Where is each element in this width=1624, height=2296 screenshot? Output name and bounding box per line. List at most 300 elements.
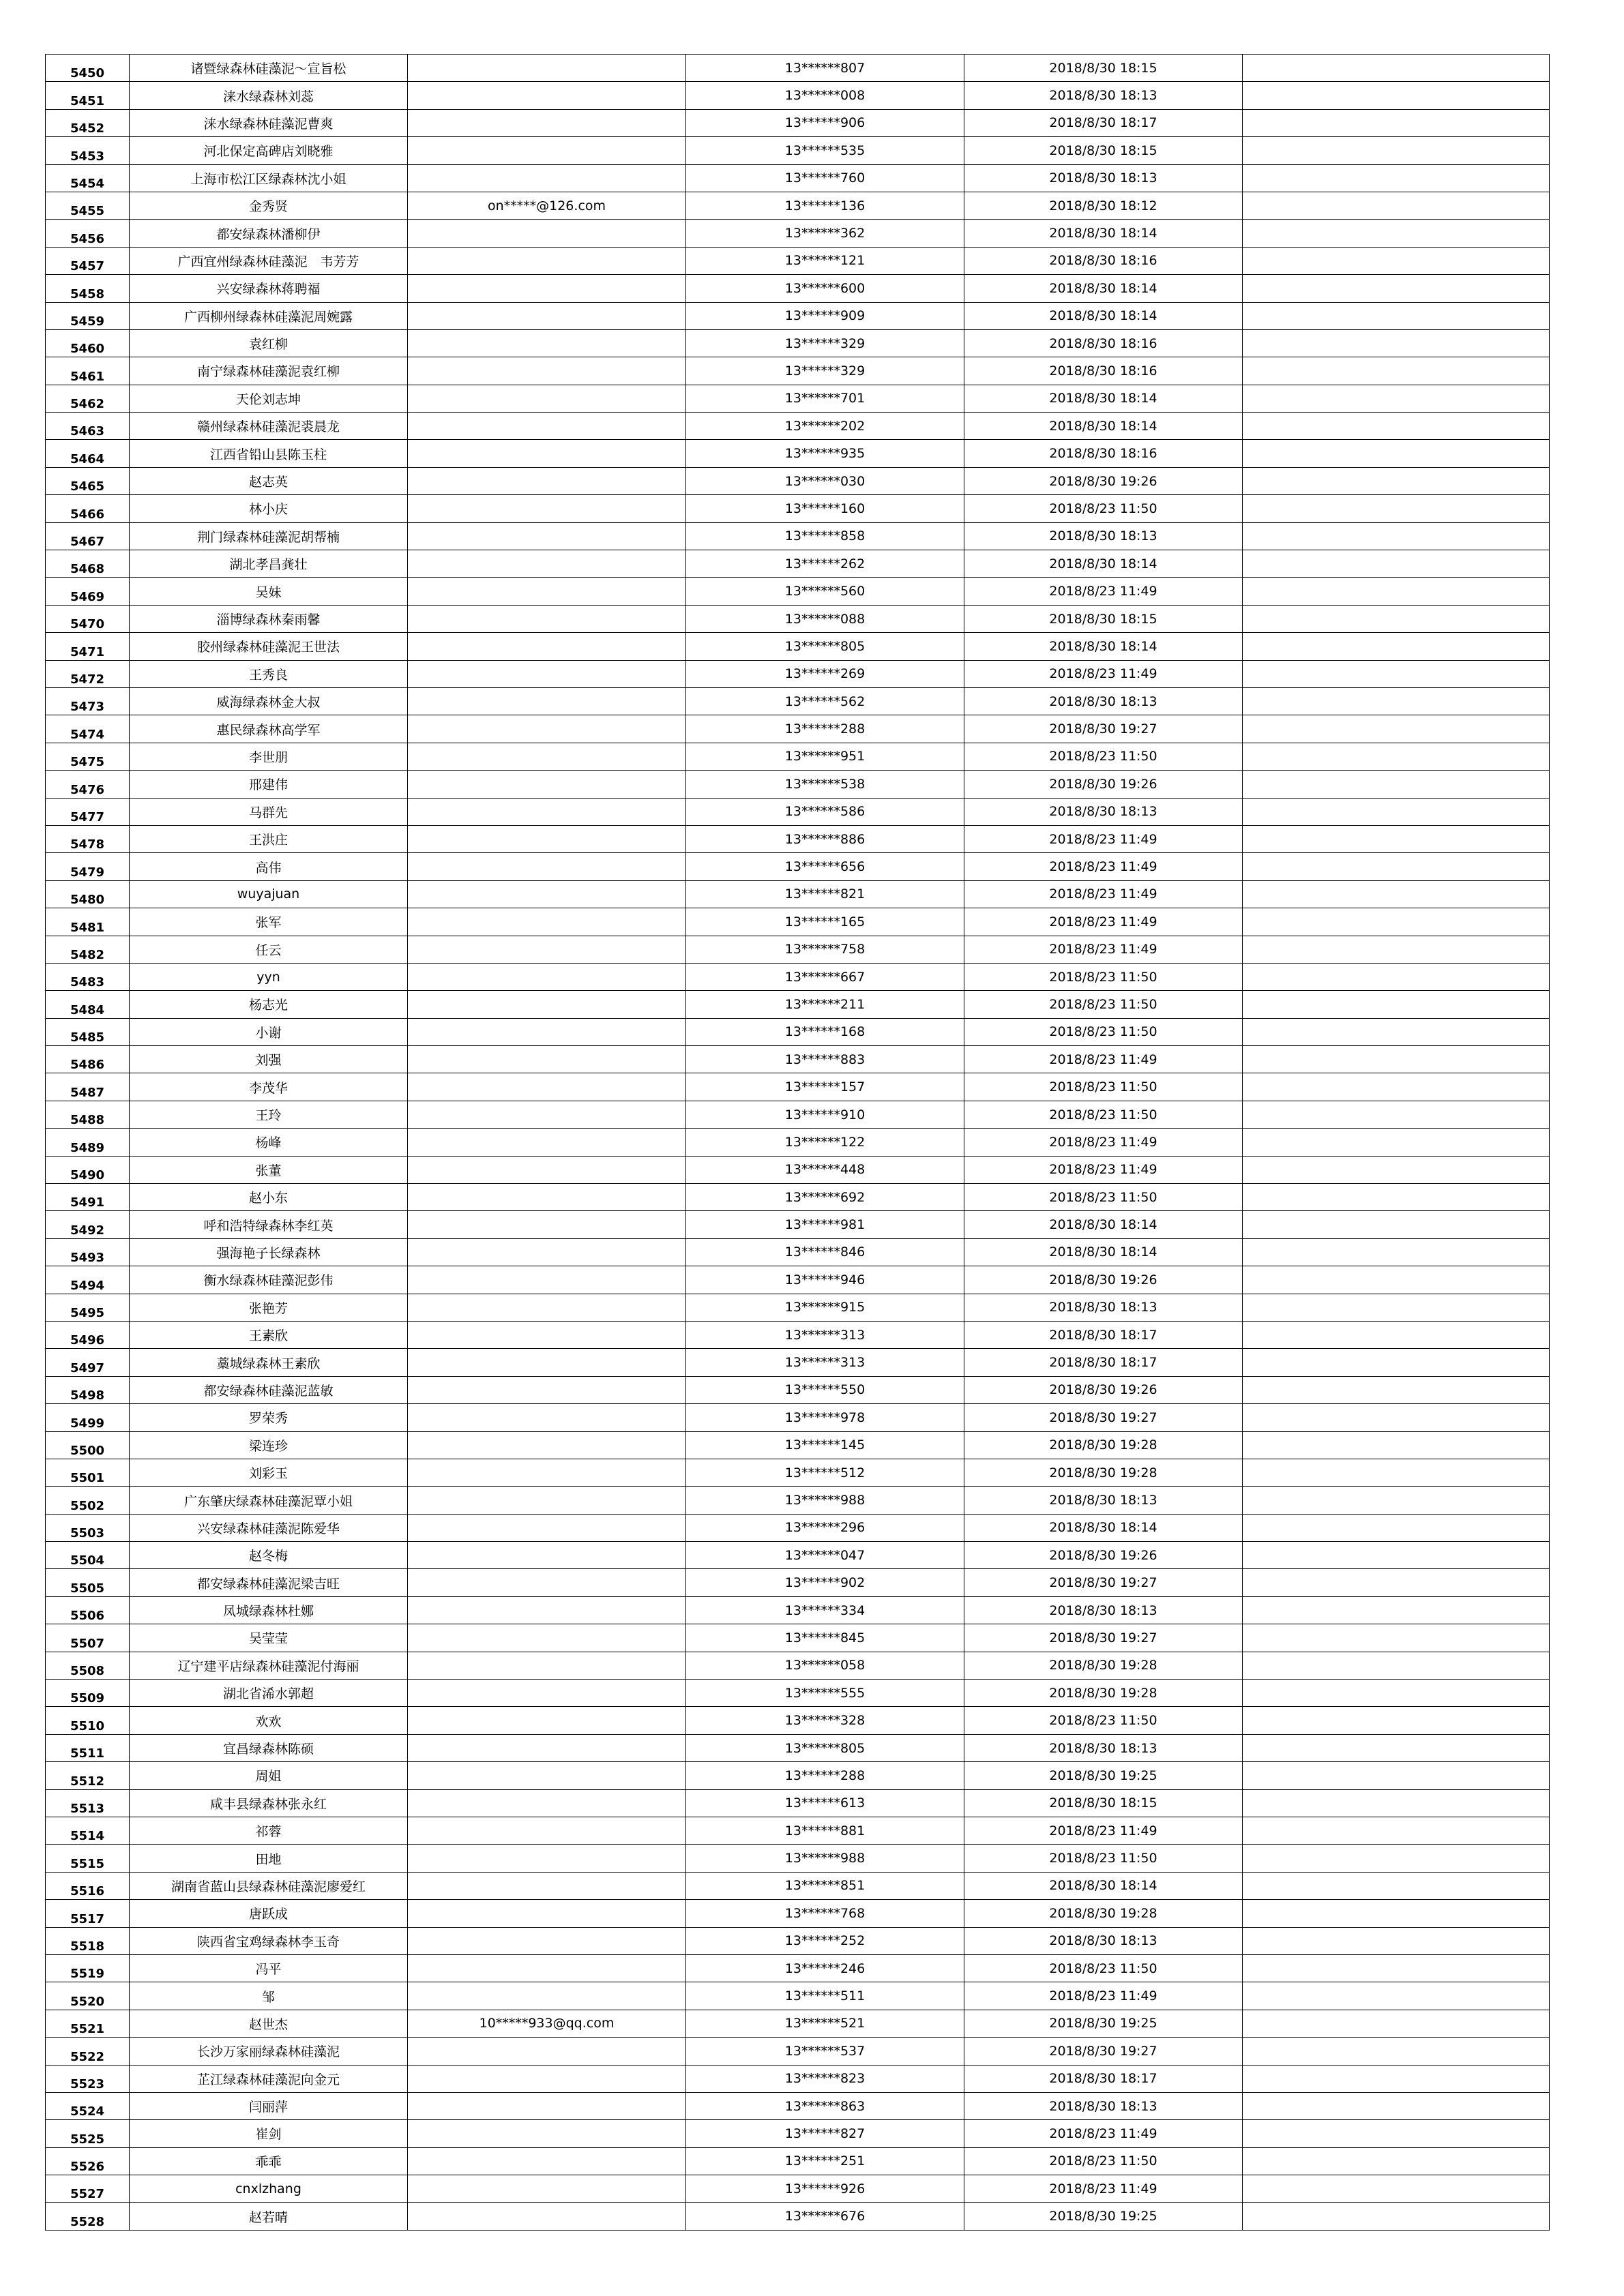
notes-cell — [1243, 413, 1550, 440]
name-cell: 河北保定高碑店刘晓雅 — [130, 137, 408, 164]
row-number: 5495 — [46, 1294, 130, 1321]
table-row — [46, 1542, 1550, 1569]
notes-cell — [1243, 1624, 1550, 1652]
email-cell — [408, 550, 686, 578]
name-cell: 长沙万家丽绿森林硅藻泥 — [130, 2038, 408, 2065]
name-cell: 小谢 — [130, 1018, 408, 1045]
name-cell: 惠民绿森林高学军 — [130, 715, 408, 743]
name-cell: 林小庆 — [130, 495, 408, 522]
email-cell: 10*****933@qq.com — [408, 2010, 686, 2037]
notes-cell — [1243, 1238, 1550, 1266]
name-cell: 涞水绿森林硅藻泥曹爽 — [130, 109, 408, 136]
notes-cell — [1243, 743, 1550, 770]
row-number: 5466 — [46, 495, 130, 522]
name-cell: 都安绿森林硅藻泥梁吉旺 — [130, 1569, 408, 1596]
timestamp-cell: 2018/8/30 18:16 — [964, 357, 1243, 385]
table-row — [46, 936, 1550, 963]
table-row — [46, 1294, 1550, 1321]
table-row — [46, 1569, 1550, 1596]
email-cell — [408, 1238, 686, 1266]
phone-cell: 13******122 — [686, 1129, 964, 1156]
table-row — [46, 275, 1550, 302]
timestamp-cell: 2018/8/23 11:50 — [964, 1707, 1243, 1734]
phone-cell: 13******883 — [686, 1046, 964, 1073]
email-cell — [408, 1487, 686, 1514]
phone-cell: 13******981 — [686, 1211, 964, 1238]
row-number: 5475 — [46, 743, 130, 770]
email-cell — [408, 2065, 686, 2092]
phone-cell: 13******845 — [686, 1624, 964, 1652]
row-number: 5500 — [46, 1431, 130, 1459]
notes-cell — [1243, 495, 1550, 522]
name-cell: 兴安绿森林蒋聘福 — [130, 275, 408, 302]
email-cell — [408, 1845, 686, 1872]
email-cell — [408, 1680, 686, 1707]
notes-cell — [1243, 1734, 1550, 1761]
table-row — [46, 1211, 1550, 1238]
name-cell: 宜昌绿森林陈硕 — [130, 1734, 408, 1761]
email-cell — [408, 2120, 686, 2147]
email-cell — [408, 743, 686, 770]
email-cell — [408, 137, 686, 164]
timestamp-cell: 2018/8/30 19:26 — [964, 1376, 1243, 1403]
table-row — [46, 467, 1550, 494]
name-cell: 马群先 — [130, 798, 408, 825]
email-cell — [408, 1762, 686, 1789]
timestamp-cell: 2018/8/30 18:13 — [964, 687, 1243, 715]
timestamp-cell: 2018/8/23 11:50 — [964, 991, 1243, 1018]
row-number: 5501 — [46, 1459, 130, 1486]
table-row — [46, 385, 1550, 412]
row-number: 5513 — [46, 1789, 130, 1817]
notes-cell — [1243, 936, 1550, 963]
row-number: 5522 — [46, 2038, 130, 2065]
name-cell: 杨志光 — [130, 991, 408, 1018]
phone-cell: 13******851 — [686, 1872, 964, 1899]
timestamp-cell: 2018/8/30 18:13 — [964, 1487, 1243, 1514]
name-cell: 湖北省浠水郭超 — [130, 1680, 408, 1707]
table-row — [46, 660, 1550, 687]
timestamp-cell: 2018/8/30 18:17 — [964, 2065, 1243, 2092]
timestamp-cell: 2018/8/23 11:50 — [964, 743, 1243, 770]
timestamp-cell: 2018/8/30 18:13 — [964, 1294, 1243, 1321]
row-number: 5492 — [46, 1211, 130, 1238]
row-number: 5454 — [46, 164, 130, 192]
timestamp-cell: 2018/8/30 18:14 — [964, 413, 1243, 440]
row-number: 5526 — [46, 2147, 130, 2175]
phone-cell: 13******827 — [686, 2120, 964, 2147]
timestamp-cell: 2018/8/30 18:13 — [964, 522, 1243, 550]
row-number: 5518 — [46, 1927, 130, 1954]
phone-cell: 13******758 — [686, 936, 964, 963]
table-row — [46, 991, 1550, 1018]
row-number: 5494 — [46, 1266, 130, 1294]
timestamp-cell: 2018/8/23 11:49 — [964, 853, 1243, 880]
row-number: 5489 — [46, 1129, 130, 1156]
name-cell: 淄博绿森林秦雨馨 — [130, 605, 408, 632]
notes-cell — [1243, 991, 1550, 1018]
timestamp-cell: 2018/8/30 18:15 — [964, 55, 1243, 82]
notes-cell — [1243, 82, 1550, 109]
email-cell — [408, 1624, 686, 1652]
table-row — [46, 329, 1550, 357]
table-row — [46, 1624, 1550, 1652]
notes-cell — [1243, 1018, 1550, 1045]
table-row — [46, 798, 1550, 825]
email-cell — [408, 853, 686, 880]
row-number: 5512 — [46, 1762, 130, 1789]
phone-cell: 13******988 — [686, 1487, 964, 1514]
email-cell — [408, 413, 686, 440]
row-number: 5485 — [46, 1018, 130, 1045]
phone-cell: 13******760 — [686, 164, 964, 192]
notes-cell — [1243, 1487, 1550, 1514]
email-cell — [408, 1184, 686, 1211]
table-row — [46, 1982, 1550, 2010]
email-cell — [408, 771, 686, 798]
phone-cell: 13******538 — [686, 771, 964, 798]
row-number: 5496 — [46, 1321, 130, 1348]
email-cell — [408, 1018, 686, 1045]
timestamp-cell: 2018/8/30 18:14 — [964, 220, 1243, 247]
name-cell: 张艳芳 — [130, 1294, 408, 1321]
row-number: 5504 — [46, 1542, 130, 1569]
phone-cell: 13******136 — [686, 192, 964, 219]
name-cell: 闫丽萍 — [130, 2092, 408, 2119]
timestamp-cell: 2018/8/23 11:49 — [964, 2175, 1243, 2203]
notes-cell — [1243, 1872, 1550, 1899]
row-number: 5468 — [46, 550, 130, 578]
timestamp-cell: 2018/8/30 19:28 — [964, 1431, 1243, 1459]
row-number: 5514 — [46, 1817, 130, 1845]
email-cell — [408, 522, 686, 550]
notes-cell — [1243, 908, 1550, 936]
notes-cell — [1243, 302, 1550, 329]
row-number: 5521 — [46, 2010, 130, 2037]
name-cell: 藁城绿森林王素欣 — [130, 1349, 408, 1376]
email-cell — [408, 1431, 686, 1459]
notes-cell — [1243, 247, 1550, 274]
timestamp-cell: 2018/8/30 18:16 — [964, 440, 1243, 467]
phone-cell: 13******269 — [686, 660, 964, 687]
table-row — [46, 1156, 1550, 1183]
table-row — [46, 2120, 1550, 2147]
timestamp-cell: 2018/8/30 19:25 — [964, 2010, 1243, 2037]
phone-cell: 13******863 — [686, 2092, 964, 2119]
timestamp-cell: 2018/8/30 18:14 — [964, 550, 1243, 578]
name-cell: 赵小东 — [130, 1184, 408, 1211]
timestamp-cell: 2018/8/23 11:49 — [964, 908, 1243, 936]
notes-cell — [1243, 467, 1550, 494]
name-cell: 刘强 — [130, 1046, 408, 1073]
notes-cell — [1243, 137, 1550, 164]
phone-cell: 13******600 — [686, 275, 964, 302]
email-cell — [408, 1596, 686, 1624]
row-number: 5524 — [46, 2092, 130, 2119]
timestamp-cell: 2018/8/30 18:17 — [964, 1349, 1243, 1376]
name-cell: 上海市松江区绿森林沈小姐 — [130, 164, 408, 192]
table-row — [46, 963, 1550, 990]
name-cell: 诸暨绿森林硅藻泥～宣旨松 — [130, 55, 408, 82]
table-row — [46, 1927, 1550, 1954]
phone-cell: 13******288 — [686, 1762, 964, 1789]
table-row — [46, 109, 1550, 136]
name-cell: 冯平 — [130, 1954, 408, 1982]
timestamp-cell: 2018/8/30 18:15 — [964, 605, 1243, 632]
email-cell — [408, 1652, 686, 1679]
phone-cell: 13******909 — [686, 302, 964, 329]
record-table-body — [46, 55, 1550, 2231]
row-number: 5520 — [46, 1982, 130, 2010]
phone-cell: 13******562 — [686, 687, 964, 715]
timestamp-cell: 2018/8/23 11:50 — [964, 1845, 1243, 1872]
phone-cell: 13******329 — [686, 357, 964, 385]
phone-cell: 13******550 — [686, 1376, 964, 1403]
phone-cell: 13******512 — [686, 1459, 964, 1486]
timestamp-cell: 2018/8/30 19:27 — [964, 2038, 1243, 2065]
timestamp-cell: 2018/8/30 18:15 — [964, 137, 1243, 164]
phone-cell: 13******676 — [686, 2203, 964, 2230]
table-row — [46, 578, 1550, 605]
notes-cell — [1243, 550, 1550, 578]
email-cell — [408, 605, 686, 632]
email-cell — [408, 715, 686, 743]
row-number: 5491 — [46, 1184, 130, 1211]
table-row — [46, 2038, 1550, 2065]
email-cell — [408, 109, 686, 136]
email-cell — [408, 2038, 686, 2065]
email-cell — [408, 1129, 686, 1156]
table-row — [46, 522, 1550, 550]
row-number: 5472 — [46, 660, 130, 687]
notes-cell — [1243, 1680, 1550, 1707]
notes-cell — [1243, 1073, 1550, 1101]
notes-cell — [1243, 880, 1550, 908]
notes-cell — [1243, 1542, 1550, 1569]
phone-cell: 13******521 — [686, 2010, 964, 2037]
phone-cell: 13******768 — [686, 1900, 964, 1927]
notes-cell — [1243, 1129, 1550, 1156]
email-cell — [408, 1927, 686, 1954]
table-row — [46, 247, 1550, 274]
name-cell: 任云 — [130, 936, 408, 963]
name-cell: 湖北孝昌龚壮 — [130, 550, 408, 578]
phone-cell: 13******313 — [686, 1321, 964, 1348]
name-cell: 江西省铅山县陈玉柱 — [130, 440, 408, 467]
timestamp-cell: 2018/8/30 18:14 — [964, 275, 1243, 302]
table-row — [46, 2147, 1550, 2175]
table-row — [46, 1073, 1550, 1101]
name-cell: 张军 — [130, 908, 408, 936]
phone-cell: 13******978 — [686, 1404, 964, 1431]
name-cell: 都安绿森林潘柳伊 — [130, 220, 408, 247]
timestamp-cell: 2018/8/30 19:28 — [964, 1900, 1243, 1927]
phone-cell: 13******902 — [686, 1569, 964, 1596]
email-cell — [408, 963, 686, 990]
phone-cell: 13******288 — [686, 715, 964, 743]
name-cell: 广东肇庆绿森林硅藻泥覃小姐 — [130, 1487, 408, 1514]
table-row — [46, 1954, 1550, 1982]
name-cell: 荆门绿森林硅藻泥胡帮楠 — [130, 522, 408, 550]
row-number: 5483 — [46, 963, 130, 990]
timestamp-cell: 2018/8/30 18:13 — [964, 2092, 1243, 2119]
name-cell: 胶州绿森林硅藻泥王世法 — [130, 633, 408, 660]
row-number: 5493 — [46, 1238, 130, 1266]
phone-cell: 13******926 — [686, 2175, 964, 2203]
row-number: 5502 — [46, 1487, 130, 1514]
phone-cell: 13******511 — [686, 1982, 964, 2010]
table-row — [46, 1487, 1550, 1514]
email-cell — [408, 1101, 686, 1128]
timestamp-cell: 2018/8/30 18:13 — [964, 1734, 1243, 1761]
notes-cell — [1243, 1294, 1550, 1321]
name-cell: 李茂华 — [130, 1073, 408, 1101]
row-number: 5471 — [46, 633, 130, 660]
name-cell: 王素欣 — [130, 1321, 408, 1348]
timestamp-cell: 2018/8/30 18:14 — [964, 1514, 1243, 1541]
notes-cell — [1243, 715, 1550, 743]
email-cell — [408, 1514, 686, 1541]
row-number: 5511 — [46, 1734, 130, 1761]
row-number: 5462 — [46, 385, 130, 412]
name-cell: 祁蓉 — [130, 1817, 408, 1845]
name-cell: 衡水绿森林硅藻泥彭伟 — [130, 1266, 408, 1294]
notes-cell — [1243, 192, 1550, 219]
table-row — [46, 1101, 1550, 1128]
notes-cell — [1243, 660, 1550, 687]
timestamp-cell: 2018/8/23 11:50 — [964, 1184, 1243, 1211]
timestamp-cell: 2018/8/30 18:14 — [964, 385, 1243, 412]
notes-cell — [1243, 1596, 1550, 1624]
notes-cell — [1243, 357, 1550, 385]
email-cell — [408, 1073, 686, 1101]
timestamp-cell: 2018/8/30 18:13 — [964, 798, 1243, 825]
name-cell: 涞水绿森林刘蕊 — [130, 82, 408, 109]
table-row — [46, 1900, 1550, 1927]
table-row — [46, 1431, 1550, 1459]
row-number: 5474 — [46, 715, 130, 743]
row-number: 5464 — [46, 440, 130, 467]
table-row — [46, 605, 1550, 632]
phone-cell: 13******296 — [686, 1514, 964, 1541]
row-number: 5455 — [46, 192, 130, 219]
phone-cell: 13******008 — [686, 82, 964, 109]
notes-cell — [1243, 798, 1550, 825]
email-cell — [408, 1459, 686, 1486]
notes-cell — [1243, 2120, 1550, 2147]
phone-cell: 13******165 — [686, 908, 964, 936]
phone-cell: 13******805 — [686, 1734, 964, 1761]
row-number: 5452 — [46, 109, 130, 136]
notes-cell — [1243, 1431, 1550, 1459]
name-cell: cnxlzhang — [130, 2175, 408, 2203]
table-row — [46, 1046, 1550, 1073]
table-row — [46, 1459, 1550, 1486]
email-cell — [408, 302, 686, 329]
email-cell — [408, 1294, 686, 1321]
row-number: 5473 — [46, 687, 130, 715]
table-row — [46, 1789, 1550, 1817]
timestamp-cell: 2018/8/23 11:50 — [964, 1954, 1243, 1982]
phone-cell: 13******667 — [686, 963, 964, 990]
table-row — [46, 1652, 1550, 1679]
phone-cell: 13******252 — [686, 1927, 964, 1954]
table-row — [46, 2010, 1550, 2037]
phone-cell: 13******846 — [686, 1238, 964, 1266]
row-number: 5503 — [46, 1514, 130, 1541]
name-cell: 吴莹莹 — [130, 1624, 408, 1652]
table-row — [46, 550, 1550, 578]
email-cell — [408, 1266, 686, 1294]
phone-cell: 13******821 — [686, 880, 964, 908]
email-cell — [408, 329, 686, 357]
name-cell: 广西宜州绿森林硅藻泥 韦芳芳 — [130, 247, 408, 274]
timestamp-cell: 2018/8/30 18:14 — [964, 633, 1243, 660]
table-row — [46, 1680, 1550, 1707]
notes-cell — [1243, 2065, 1550, 2092]
email-cell — [408, 1872, 686, 1899]
email-cell — [408, 825, 686, 852]
phone-cell: 13******823 — [686, 2065, 964, 2092]
phone-cell: 13******145 — [686, 1431, 964, 1459]
name-cell: 天伦刘志坤 — [130, 385, 408, 412]
phone-cell: 13******946 — [686, 1266, 964, 1294]
notes-cell — [1243, 2092, 1550, 2119]
row-number: 5515 — [46, 1845, 130, 1872]
notes-cell — [1243, 1762, 1550, 1789]
timestamp-cell: 2018/8/30 19:27 — [964, 1404, 1243, 1431]
table-row — [46, 1596, 1550, 1624]
name-cell: 欢欢 — [130, 1707, 408, 1734]
phone-cell: 13******560 — [686, 578, 964, 605]
table-row — [46, 2065, 1550, 2092]
notes-cell — [1243, 1321, 1550, 1348]
timestamp-cell: 2018/8/30 18:14 — [964, 302, 1243, 329]
row-number: 5463 — [46, 413, 130, 440]
name-cell: 高伟 — [130, 853, 408, 880]
table-row — [46, 164, 1550, 192]
name-cell: 辽宁建平店绿森林硅藻泥付海丽 — [130, 1652, 408, 1679]
notes-cell — [1243, 1845, 1550, 1872]
email-cell — [408, 1156, 686, 1183]
timestamp-cell: 2018/8/30 19:26 — [964, 771, 1243, 798]
notes-cell — [1243, 578, 1550, 605]
row-number: 5509 — [46, 1680, 130, 1707]
email-cell — [408, 1404, 686, 1431]
table-row — [46, 495, 1550, 522]
timestamp-cell: 2018/8/23 11:50 — [964, 1073, 1243, 1101]
notes-cell — [1243, 1376, 1550, 1403]
name-cell: 邢建伟 — [130, 771, 408, 798]
email-cell — [408, 908, 686, 936]
email-cell — [408, 660, 686, 687]
notes-cell — [1243, 385, 1550, 412]
table-row — [46, 1707, 1550, 1734]
table-row — [46, 1872, 1550, 1899]
notes-cell — [1243, 1211, 1550, 1238]
row-number: 5499 — [46, 1404, 130, 1431]
table-row — [46, 1129, 1550, 1156]
phone-cell: 13******656 — [686, 853, 964, 880]
email-cell — [408, 467, 686, 494]
table-row — [46, 413, 1550, 440]
email-cell — [408, 687, 686, 715]
table-row — [46, 440, 1550, 467]
name-cell: 张董 — [130, 1156, 408, 1183]
phone-cell: 13******202 — [686, 413, 964, 440]
notes-cell — [1243, 605, 1550, 632]
name-cell: 崔剑 — [130, 2120, 408, 2147]
